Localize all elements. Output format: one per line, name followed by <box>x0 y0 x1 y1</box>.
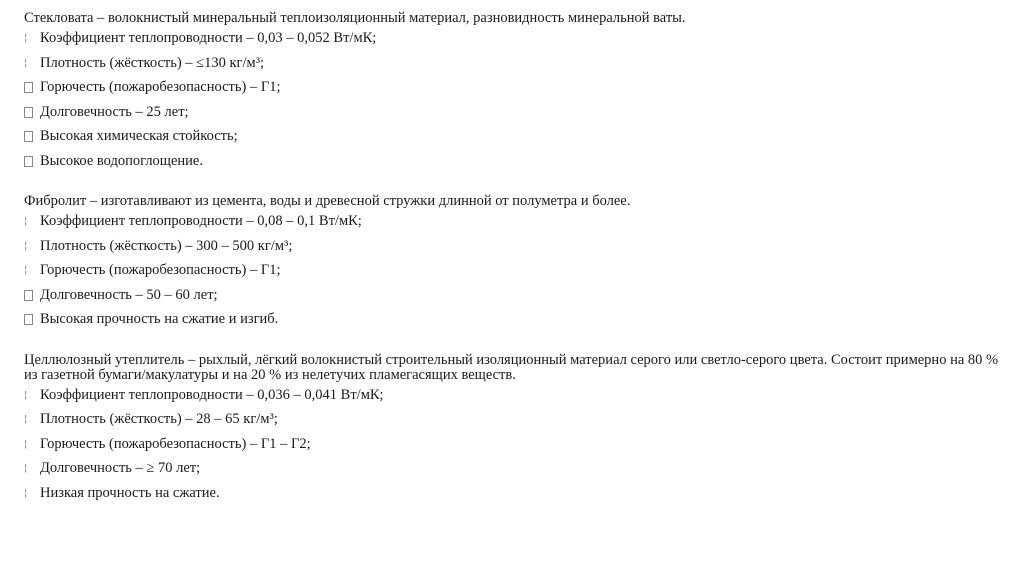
box-bullet-icon <box>24 312 40 330</box>
list-item: ¦ Коэффициент теплопроводности – 0,036 – 0,041 Вт/мК; <box>24 386 384 403</box>
box-bullet-icon <box>24 154 40 172</box>
double-bar-bullet-icon: ¦ <box>24 33 30 44</box>
list-item: ¦ Долговечность – ≥ 70 лет; <box>24 460 201 476</box>
box-bullet-icon <box>24 80 40 98</box>
list-item: Горючесть (пожаробезопасность) – Г1; <box>24 80 1004 105</box>
list-item: ¦ Низкая прочность на сжатие. <box>24 484 220 501</box>
list-item: Высокая прочность на сжатие и изгиб. <box>24 312 1004 337</box>
list-item: Долговечность – 50 – 60 лет; <box>24 288 1004 313</box>
list-item: Высокая химическая стойкость; <box>24 129 1004 154</box>
section-intro: Стекловата – волокнистый минеральный теплоизоляционный материал, разновидность минеральной ваты. <box>24 10 686 26</box>
double-bar-bullet-icon: ¦ <box>24 487 30 499</box>
section-glass-wool <box>24 11 1004 178</box>
list-item: ¦ Плотность (жёсткость) – 28 – 65 кг/м³; <box>24 411 278 427</box>
double-bar-bullet-icon: ¦ <box>24 389 30 401</box>
list-item: ¦ Горючесть (пожаробезопасность) – Г1; <box>24 262 281 278</box>
box-bullet-icon <box>24 129 40 147</box>
property-list <box>24 31 1004 178</box>
property-list <box>24 214 1004 337</box>
double-bar-bullet-icon: ¦ <box>24 216 30 227</box>
list-item: ¦ Плотность (жёсткость) – ≤130 кг/м³; <box>24 54 265 71</box>
section-fibrolite <box>24 194 1004 337</box>
double-bar-bullet-icon: ¦ <box>24 265 30 276</box>
double-bar-bullet-icon: ¦ <box>24 414 30 425</box>
double-bar-bullet-icon: ¦ <box>24 463 30 474</box>
box-bullet-icon <box>24 288 40 306</box>
property-list <box>24 388 1004 511</box>
double-bar-bullet-icon: ¦ <box>24 438 30 450</box>
section-cellulose <box>24 353 1004 511</box>
list-item: Высокое водопоглощение. <box>24 154 1004 179</box>
list-item: ¦ Плотность (жёсткость) – 300 – 500 кг/м³; <box>24 237 293 254</box>
list-item: Долговечность – 25 лет; <box>24 105 1004 130</box>
box-bullet-icon <box>24 105 40 123</box>
list-item: ¦ Горючесть (пожаробезопасность) – Г1 – Г2; <box>24 435 311 452</box>
double-bar-bullet-icon: ¦ <box>24 240 30 252</box>
list-item: ¦ Коэффициент теплопроводности – 0,08 – 0,1 Вт/мК; <box>24 213 362 229</box>
list-item: ¦ Коэффициент теплопроводности – 0,03 – 0,052 Вт/мК; <box>24 30 377 46</box>
slide-content <box>24 11 1004 510</box>
section-intro: Целлюлозный утеплитель – рыхлый, лёгкий волокнистый строительный изоляционный материал серого или светло-серого цвета. Состоит примерно на 80 % из газетной бумаги/макулатуры и на 20 % из нелетучих пламегасящих веществ. <box>24 351 999 383</box>
section-intro: Фибролит – изготавливают из цемента, воды и древесной стружки длинной от полуметра и более. <box>24 193 631 209</box>
double-bar-bullet-icon: ¦ <box>24 57 30 69</box>
